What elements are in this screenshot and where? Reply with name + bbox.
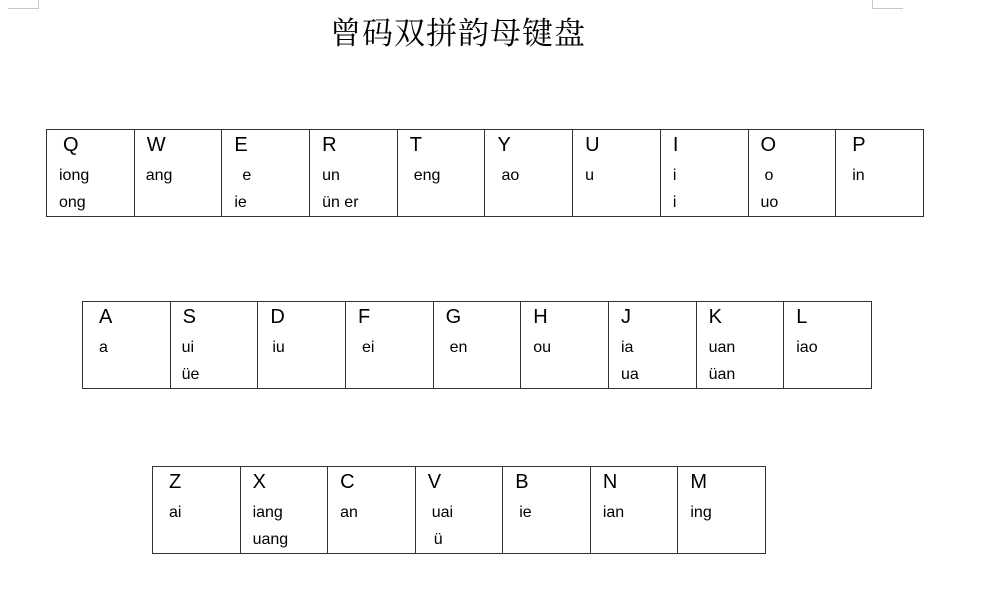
- key-letter: L: [796, 306, 808, 328]
- key-cell-k: [696, 302, 784, 389]
- keyboard-row-asdf: [82, 301, 872, 389]
- key-letter: W: [146, 134, 166, 156]
- key-letter: G: [445, 306, 462, 328]
- key-final-2: ong: [59, 194, 86, 211]
- key-letter: T: [409, 134, 422, 156]
- key-cell-e: [222, 130, 310, 217]
- key-cell-l: [784, 302, 872, 389]
- key-final-2: ün er: [322, 194, 359, 211]
- key-final-1: o: [764, 167, 774, 184]
- key-final-1: ing: [690, 504, 712, 521]
- key-final-1: ian: [602, 504, 625, 521]
- key-letter: F: [357, 306, 371, 328]
- key-letter: U: [585, 134, 600, 156]
- key-letter: N: [602, 471, 618, 493]
- key-cell-v: [415, 467, 503, 554]
- key-letter: V: [427, 471, 442, 493]
- key-final-1: uai: [431, 504, 454, 521]
- key-final-1: ia: [620, 339, 634, 356]
- key-letter: E: [234, 134, 248, 156]
- key-final-1: eng: [413, 167, 441, 184]
- page-corner-mark-right: [872, 0, 903, 9]
- key-letter: O: [760, 134, 777, 156]
- key-final-2: üe: [181, 366, 200, 383]
- key-letter: M: [690, 471, 708, 493]
- key-cell-j: [608, 302, 696, 389]
- key-cell-b: [503, 467, 591, 554]
- key-final-2: ua: [620, 366, 639, 383]
- key-cell-y: [485, 130, 573, 217]
- key-letter: K: [708, 306, 722, 328]
- key-letter: R: [322, 134, 337, 156]
- key-letter: I: [672, 134, 679, 156]
- key-letter: Y: [497, 134, 511, 156]
- key-cell-d: [258, 302, 346, 389]
- key-cell-f: [345, 302, 433, 389]
- key-cell-a: [83, 302, 171, 389]
- key-cell-r: [310, 130, 398, 217]
- key-final-1: iao: [796, 339, 818, 356]
- key-cell-p: [836, 130, 924, 217]
- key-final-1: e: [242, 167, 252, 184]
- key-letter: J: [620, 306, 631, 328]
- page-title: 曾码双拼韵母键盘: [330, 16, 586, 52]
- key-cell-i: [660, 130, 748, 217]
- key-final-1: a: [99, 339, 108, 356]
- key-cell-u: [573, 130, 661, 217]
- key-final-2: üan: [708, 366, 736, 383]
- key-cell-h: [521, 302, 609, 389]
- key-final-1: ui: [181, 339, 195, 356]
- key-final-1: ao: [501, 167, 520, 184]
- key-letter: B: [515, 471, 529, 493]
- key-cell-q: [47, 130, 135, 217]
- key-letter: P: [852, 134, 866, 156]
- key-final-1: u: [585, 167, 595, 184]
- key-final-1: ie: [519, 504, 532, 521]
- key-cell-o: [748, 130, 836, 217]
- key-letter: D: [270, 306, 285, 328]
- key-cell-c: [328, 467, 416, 554]
- key-final-2: ü: [433, 531, 443, 548]
- key-final-2: uo: [760, 194, 779, 211]
- page-corner-mark-left: [8, 0, 39, 9]
- key-final-1: iong: [59, 167, 90, 184]
- key-final-1: ang: [145, 167, 173, 184]
- key-letter: Q: [63, 134, 79, 156]
- key-final-1: ai: [169, 504, 182, 521]
- key-cell-t: [397, 130, 485, 217]
- key-final-1: uan: [708, 339, 736, 356]
- key-cell-x: [240, 467, 328, 554]
- key-final-2: ie: [234, 194, 247, 211]
- key-final-2: uang: [252, 531, 289, 548]
- key-letter: A: [99, 306, 113, 328]
- key-final-1: ei: [361, 339, 375, 356]
- key-cell-m: [678, 467, 766, 554]
- key-final-1: i: [672, 167, 677, 184]
- key-cell-s: [170, 302, 258, 389]
- key-letter: H: [533, 306, 548, 328]
- key-final-1: un: [322, 167, 340, 184]
- key-cell-w: [134, 130, 222, 217]
- key-final-1: in: [852, 167, 865, 184]
- keyboard-row-qwerty: [46, 129, 924, 217]
- key-final-2: i: [672, 194, 677, 211]
- key-final-1: iang: [252, 504, 283, 521]
- keyboard-row-zxcv: [152, 466, 766, 554]
- key-letter: X: [252, 471, 266, 493]
- key-cell-g: [433, 302, 521, 389]
- key-letter: Z: [169, 471, 182, 493]
- key-letter: S: [182, 306, 196, 328]
- key-letter: C: [340, 471, 355, 493]
- key-cell-n: [590, 467, 678, 554]
- key-final-1: en: [449, 339, 468, 356]
- key-cell-z: [153, 467, 241, 554]
- key-final-1: ou: [533, 339, 552, 356]
- key-final-1: an: [340, 504, 358, 521]
- key-final-1: iu: [272, 339, 285, 356]
